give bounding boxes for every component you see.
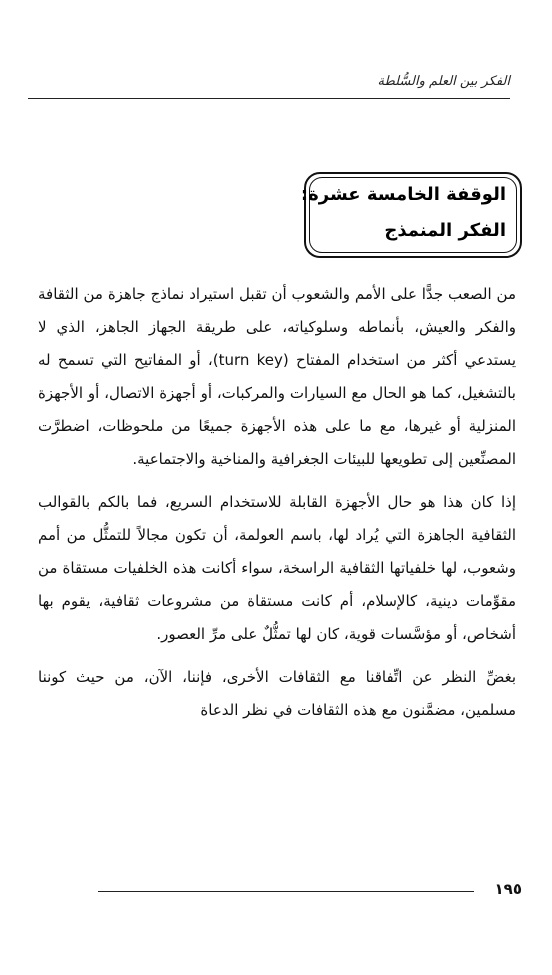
header-rule bbox=[28, 98, 510, 99]
page-number: ١٩٥ bbox=[494, 880, 522, 898]
footer-rule bbox=[98, 891, 474, 892]
page-footer bbox=[98, 880, 522, 904]
section-heading-title: الوقفة الخامسة عشرة: bbox=[300, 184, 506, 205]
section-heading-box bbox=[300, 172, 522, 258]
running-header bbox=[28, 72, 510, 100]
body-text bbox=[38, 278, 516, 727]
section-heading-subtitle: الفكر المنمذج bbox=[384, 220, 506, 241]
paragraph-3: بغضِّ النظر عن اتِّفاقنا مع الثقافات الأخرى، فإننا، الآن، من حيث كوننا مسلمين، مضمَّنون مع هذه الثقافات في نظر الدعاة bbox=[38, 668, 516, 719]
paragraph-2: إذا كان هذا هو حال الأجهزة القابلة للاستخدام السريع، فما بالكم بالقوالب الثقافية الجاهزة التي يُراد لها، باسم العولمة، أن تكون مجالاً للتمثُّل من أمم وشعوب، لها خلفياتها الثقافية الراسخة، سواء أكانت هذه الخلفيات مستقاة من مقوِّمات دينية، كالإسلام، أم كانت مستقاة من مشروعات ثقافية، يقوم بها أشخاص، أو مؤسَّسات قوية، كان لها تمثُّلٌ على مرِّ العصور. bbox=[38, 493, 516, 643]
book-title: الفكر بين العلم والسُّلطة bbox=[377, 74, 510, 89]
paragraph-1: من الصعب جدًّا على الأمم والشعوب أن تقبل استيراد نماذج جاهزة من الثقافة والفكر والعيش، بأنماطه وسلوكياته، على طريقة الجهاز الجاهز، الذي لا يستدعي أكثر من استخدام المفتاح (turn key)، أو المفاتيح التي تسمح له بالتشغيل، كما هو الحال مع السيارات والمركبات، أو أجهزة الاتصال، أو الأجهزة المنزلية أو غيرها، مع ما على هذه الأجهزة جميعًا من ملحوظات، اضطرَّت المصنِّعين إلى تطويعها للبيئات الجغرافية والمناخية والاجتماعية. bbox=[38, 285, 517, 468]
